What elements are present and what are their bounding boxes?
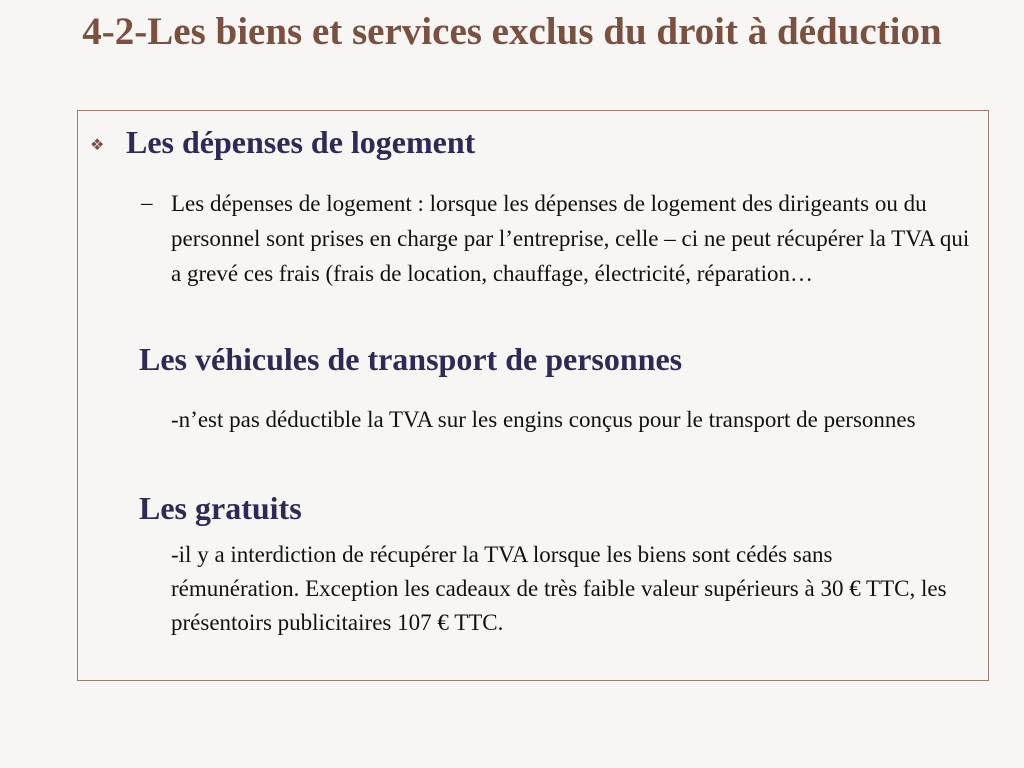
- dash-bullet-icon: –: [141, 190, 153, 215]
- section-heading-vehicules: Les véhicules de transport de personnes: [139, 341, 683, 377]
- slide-title: 4-2-Les biens et services exclus du droit à déduction: [82, 10, 942, 53]
- section-text-logement: Les dépenses de logement : lorsque les dépenses de logement des dirigeants ou du personnel sont prises en charge par l’entreprise, celle – ci ne peut récupérer la TVA qui a grevé ces frais (frais de location, chauffage, électricité, réparation…: [171, 191, 970, 286]
- diamond-bullet-icon: ❖: [90, 135, 105, 154]
- section-heading-gratuits: Les gratuits: [139, 490, 302, 526]
- section-text-gratuits: -il y a interdiction de récupérer la TVA lorsque les biens sont cédés sans rémunération. Exception les cadeaux de très faible valeur supérieurs à 30 € TTC, les présentoirs publicitaires 107 € TTC.: [171, 542, 947, 635]
- section-heading-logement: Les dépenses de logement: [126, 124, 476, 160]
- section-text-vehicules: -n’est pas déductible la TVA sur les engins conçus pour le transport de personnes: [171, 407, 916, 432]
